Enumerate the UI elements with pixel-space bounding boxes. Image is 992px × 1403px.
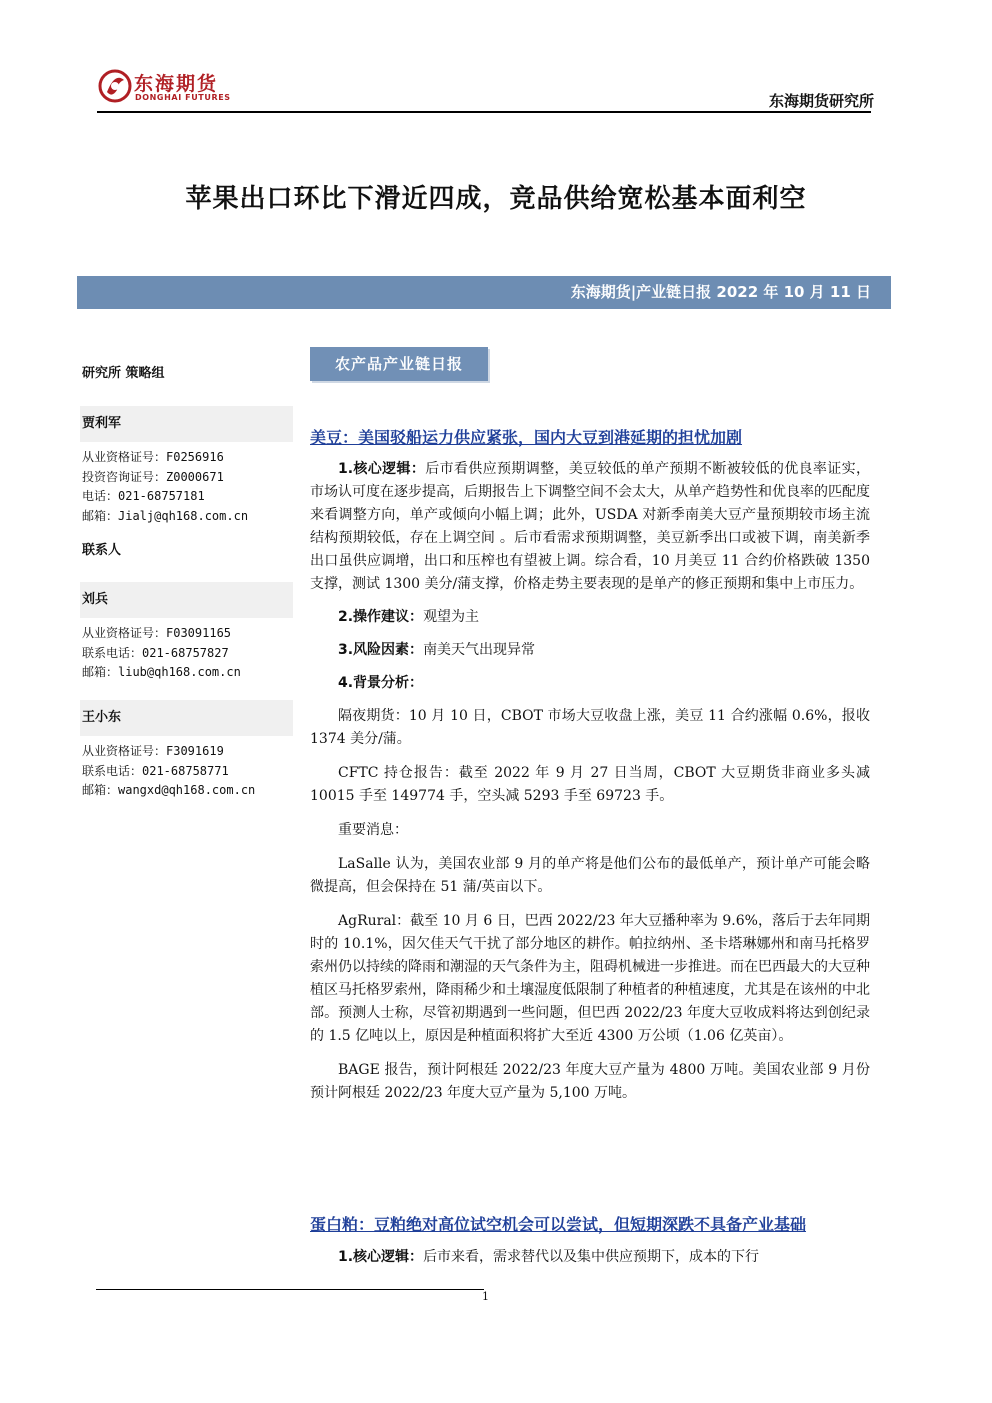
contact-card — [80, 700, 293, 801]
analyst-phone: 电话：021-68757181 — [82, 489, 205, 503]
advice-text: 观望为主 — [423, 609, 480, 625]
contact-name: 刘兵 — [80, 582, 293, 618]
meal-section-title[interactable]: 蛋白粕：豆粕绝对高位试空机会可以尝试，但短期深跌不具备产业基础 — [310, 1215, 807, 1234]
page-title: 苹果出口环比下滑近四成，竞品供给宽松基本面利空 — [185, 184, 807, 214]
contact-name: 王小东 — [80, 700, 293, 736]
institute-name: 东海期货研究所 — [768, 92, 874, 110]
report-date-bar: 东海期货|产业链日报 2022 年 10 月 11 日 — [77, 276, 891, 309]
analyst-name: 贾利军 — [80, 406, 293, 442]
meal-content — [310, 1246, 870, 1269]
page-number: 1 — [482, 1290, 489, 1303]
logo-chinese: 东海期货 — [134, 73, 219, 95]
contact-email[interactable]: 邮箱：wangxd@qh168.com.cn — [82, 783, 256, 797]
sidebar-dept — [80, 362, 293, 392]
background-item: BAGE 报告，预计阿根廷 2022/23 年度大豆产量为 4800 万吨。美国农业部 9 月份预计阿根廷 2022/23 年度大豆产量为 5,100 万吨。 — [310, 1062, 870, 1101]
logo-english: DONGHAI FUTURES — [135, 93, 231, 102]
contacts-label: 联系人 — [82, 543, 122, 558]
background-item: LaSalle 认为，美国农业部 9 月的单产将是他们公布的最低单产，预计单产可能会略微提高，但会保持在 51 蒲/英亩以下。 — [310, 856, 870, 895]
contact-card — [80, 582, 293, 683]
analyst-card — [80, 406, 293, 526]
analyst-consult-license: 投资咨询证号：Z0000671 — [82, 469, 224, 484]
risk-label: 3.风险因素： — [338, 642, 424, 658]
analyst-license: 从业资格证号：F0256916 — [82, 450, 224, 464]
soybean-content — [310, 458, 870, 1105]
background-label: 4.背景分析： — [338, 675, 424, 691]
dept-label: 研究所 策略组 — [82, 366, 165, 381]
company-logo — [98, 66, 231, 110]
logo-mark-icon — [98, 68, 132, 104]
background-item: 隔夜期货：10 月 10 日，CBOT 市场大豆收盘上涨，美豆 11 合约涨幅 0.6%，报收 1374 美分/蒲。 — [310, 708, 870, 747]
advice-paragraph — [310, 606, 870, 629]
contact-phone: 联系电话：021-68758771 — [82, 763, 229, 778]
core-logic-paragraph — [310, 458, 870, 596]
footer-divider — [96, 1289, 484, 1290]
background-item: AgRural：截至 10 月 6 日，巴西 2022/23 年大豆播种率为 9.6%，落后于去年同期时的 10.1%，因欠佳天气干扰了部分地区的耕作。帕拉纳州、圣卡塔琳娜州和南马托格罗索州仍以持续的降雨和潮湿的天气条件为主，阻碍机械进一步推进。而在巴西最大的大豆种植区马托格罗索州，降雨稀少和土壤湿度低限制了种植者的种植速度，尤其是在该州的中北部。预测人士称，尽管初期遇到一些问题，但巴西 2022/23 年度大豆收成料将达到创纪录的 1.5 亿吨以上，原因是种植面积将扩大至近 4300 万公顷（1.06 亿英亩）。 — [310, 913, 870, 1044]
background-item: CFTC 持仓报告：截至 2022 年 9 月 27 日当周，CBOT 大豆期货非商业多头减 10015 手至 149774 手，空头减 5293 手至 69723 手。 — [310, 765, 870, 804]
contacts-heading — [80, 533, 293, 575]
contact-phone: 联系电话：021-68757827 — [82, 645, 229, 660]
advice-label: 2.操作建议： — [338, 609, 424, 625]
contact-license: 从业资格证号：F3091619 — [82, 744, 224, 758]
risk-paragraph — [310, 639, 870, 662]
background-item: 重要消息： — [338, 822, 408, 838]
core-logic-text: 后市看供应预期调整，美豆较低的单产预期不断被较低的优良率证实，市场认可度在逐步提高，后期报告上下调整空间不会太大，从单产趋势性和优良率的匹配度来看调整方向，单产或倾向小幅上调；此外，USDA 对新季南美大豆产量预期较市场主流结构预期较低，存在上调空间 。后市看需求预期调整，美豆新季出口或被下调，南美新季出口虽供应调增，出口和压榨也有望被上调。综合看，10 月美豆 11 合约价格跌破 1350 支撑，测试 1300 美分/蒲支撑，价格走势主要表现的是单产的修正预期和集中上市压力。 — [310, 461, 870, 592]
meal-logic-paragraph — [310, 1246, 870, 1269]
meal-logic-text: 后市来看，需求替代以及集中供应预期下，成本的下行 — [423, 1249, 760, 1265]
contact-license: 从业资格证号：F03091165 — [82, 626, 232, 640]
contact-email[interactable]: 邮箱：liub@qh168.com.cn — [82, 665, 241, 679]
analyst-email[interactable]: 邮箱：Jialj@qh168.com.cn — [82, 508, 249, 523]
risk-text: 南美天气出现异常 — [423, 642, 536, 658]
meal-logic-label: 1.核心逻辑： — [338, 1249, 424, 1265]
header-divider — [97, 111, 871, 113]
core-logic-label: 1.核心逻辑： — [338, 461, 426, 477]
background-paragraph — [310, 672, 870, 695]
section-tag: 农产品产业链日报 — [310, 347, 488, 381]
soybean-section-title[interactable]: 美豆：美国驳船运力供应紧张，国内大豆到港延期的担忧加剧 — [310, 428, 743, 447]
